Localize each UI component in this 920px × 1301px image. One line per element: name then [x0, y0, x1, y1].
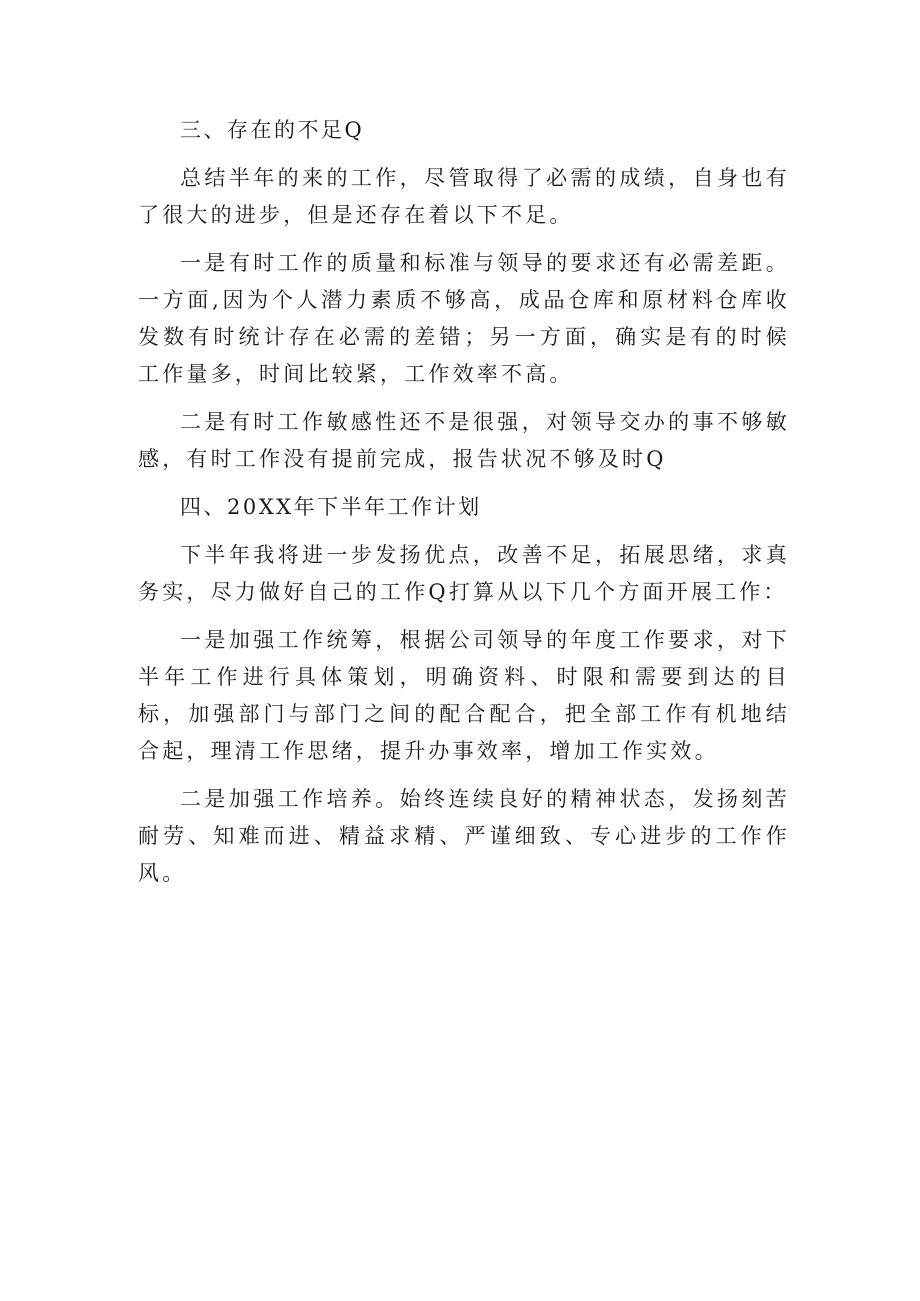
- paragraph-shortcoming-one: 一是有时工作的质量和标准与领导的要求还有必需差距。一方面,因为个人潜力素质不够高，成品仓库和原材料仓库收发数有时统计存在必需的差错；另一方面，确实是有的时候工作量多，时间比较紧，工作效率不高。: [138, 251, 790, 386]
- paragraph-plan-intro: 下半年我将进一步发扬优点，改善不足，拓展思绪，求真务实，尽力做好自己的工作Q打算从以下几个方面开展工作：: [138, 543, 790, 604]
- paragraph-summary: 总结半年的来的工作，尽管取得了必需的成绩，自身也有了很大的进步，但是还存在着以下不足。: [138, 166, 790, 227]
- paragraph-plan-two: 二是加强工作培养。始终连续良好的精神状态，发扬刻苦耐劳、知难而进、精益求精、严谨细致、专心进步的工作作风。: [138, 787, 790, 885]
- document-body: [138, 112, 790, 903]
- section-heading-shortcomings: 三、存在的不足Q: [180, 118, 365, 142]
- section-heading-plan: 四、20XX年下半年工作计划: [180, 495, 482, 519]
- paragraph-shortcoming-two: 二是有时工作敏感性还不是很强，对领导交办的事不够敏感，有时工作没有提前完成，报告状况不够及时Q: [138, 410, 790, 471]
- paragraph-plan-one: 一是加强工作统筹，根据公司领导的年度工作要求，对下半年工作进行具体策划，明确资料、时限和需要到达的目标，加强部门与部门之间的配合配合，把全部工作有机地结合起，理清工作思绪，提升办事效率，增加工作实效。: [138, 628, 790, 763]
